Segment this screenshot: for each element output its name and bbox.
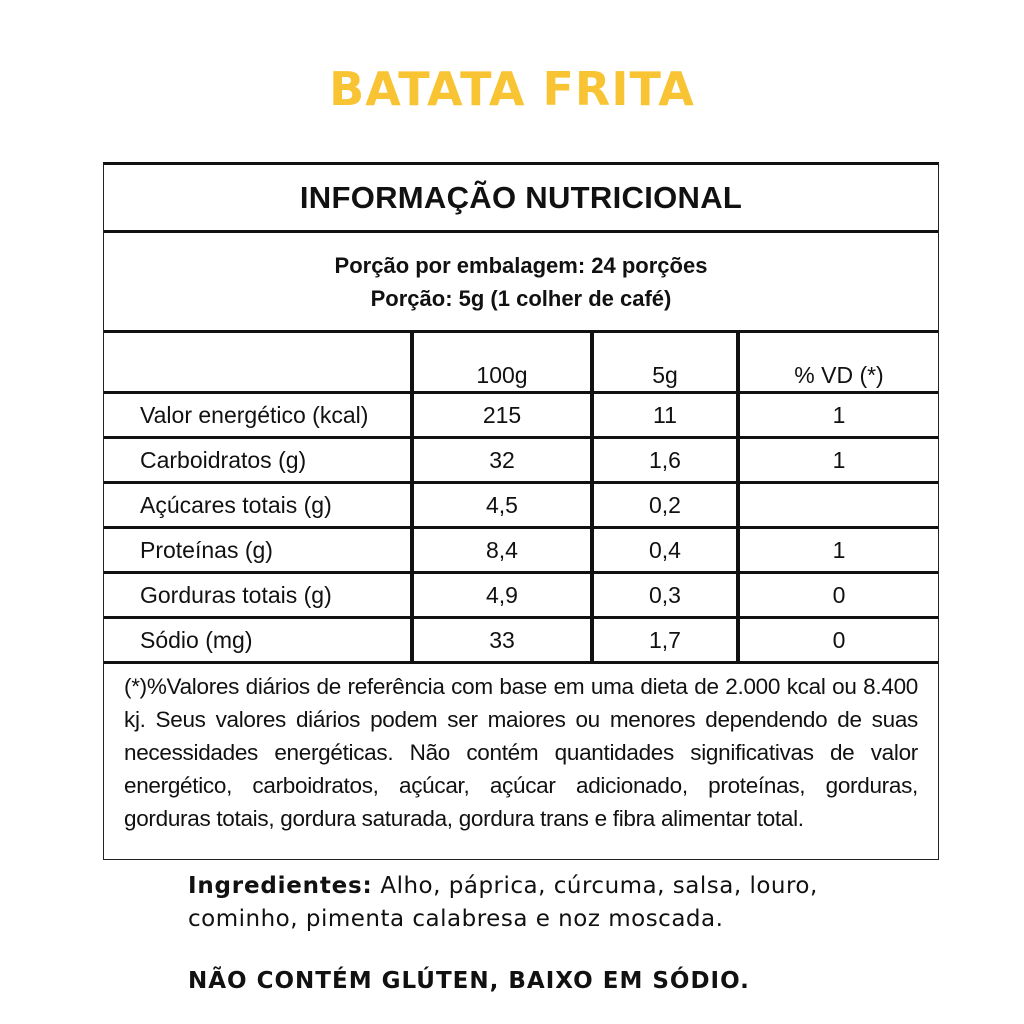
nutrient-label: Proteínas (g)	[104, 528, 412, 573]
value-per-serving: 1,7	[592, 618, 738, 663]
table-row	[104, 528, 938, 573]
value-vd: 0	[738, 618, 938, 663]
product-title: BATATA FRITA	[329, 62, 695, 116]
value-vd: 0	[738, 573, 938, 618]
column-header-serving: 5g	[592, 333, 738, 393]
value-vd: 1	[738, 393, 938, 438]
ingredients-label: Ingredientes:	[188, 873, 373, 899]
value-per-100g: 4,9	[412, 573, 592, 618]
nutrient-label: Valor energético (kcal)	[104, 393, 412, 438]
column-header-100g: 100g	[412, 333, 592, 393]
value-per-serving: 0,4	[592, 528, 738, 573]
ingredients-list: Alho, páprica, cúrcuma, salsa, louro, cominho, pimenta calabresa e noz moscada.	[188, 873, 818, 932]
nutrient-label: Carboidratos (g)	[104, 438, 412, 483]
value-vd	[738, 483, 938, 528]
allergen-statement: NÃO CONTÉM GLÚTEN, BAIXO EM SÓDIO.	[188, 968, 750, 994]
serving-size: Porção: 5g (1 colher de café)	[370, 285, 672, 311]
value-vd: 1	[738, 528, 938, 573]
servings-per-package: Porção por embalagem: 24 porções	[334, 252, 708, 278]
daily-values-footnote: (*)%Valores diários de referência com base em uma dieta de 2.000 kcal ou 8.400 kj. Seus valores diários podem ser maiores ou menores dependendo de suas necessidades energéticas. Não contém quantidades significativas de valor energético, carboidratos, açúcar, açúcar adicionado, proteínas, gorduras, gorduras totais, gordura saturada, gordura trans e fibra alimentar total.	[124, 674, 918, 831]
nutrition-heading: INFORMAÇÃO NUTRICIONAL	[104, 165, 938, 233]
value-per-serving: 0,2	[592, 483, 738, 528]
nutrient-label: Açúcares totais (g)	[104, 483, 412, 528]
nutrient-label: Sódio (mg)	[104, 618, 412, 663]
column-header-vd: % VD (*)	[738, 333, 938, 393]
portion-info	[104, 233, 938, 333]
table-row	[104, 393, 938, 438]
table-row	[104, 618, 938, 663]
table-header-row	[104, 333, 938, 393]
value-vd: 1	[738, 438, 938, 483]
value-per-serving: 1,6	[592, 438, 738, 483]
value-per-100g: 32	[412, 438, 592, 483]
value-per-serving: 11	[592, 393, 738, 438]
nutrient-label: Gorduras totais (g)	[104, 573, 412, 618]
nutrition-table	[104, 333, 938, 664]
value-per-100g: 8,4	[412, 528, 592, 573]
value-per-100g: 215	[412, 393, 592, 438]
value-per-serving: 0,3	[592, 573, 738, 618]
table-row	[104, 573, 938, 618]
ingredients-section	[188, 870, 828, 936]
column-header-nutrient	[104, 333, 412, 393]
value-per-100g: 33	[412, 618, 592, 663]
table-row	[104, 438, 938, 483]
value-per-100g: 4,5	[412, 483, 592, 528]
nutrition-facts-panel	[103, 162, 939, 860]
table-row	[104, 483, 938, 528]
